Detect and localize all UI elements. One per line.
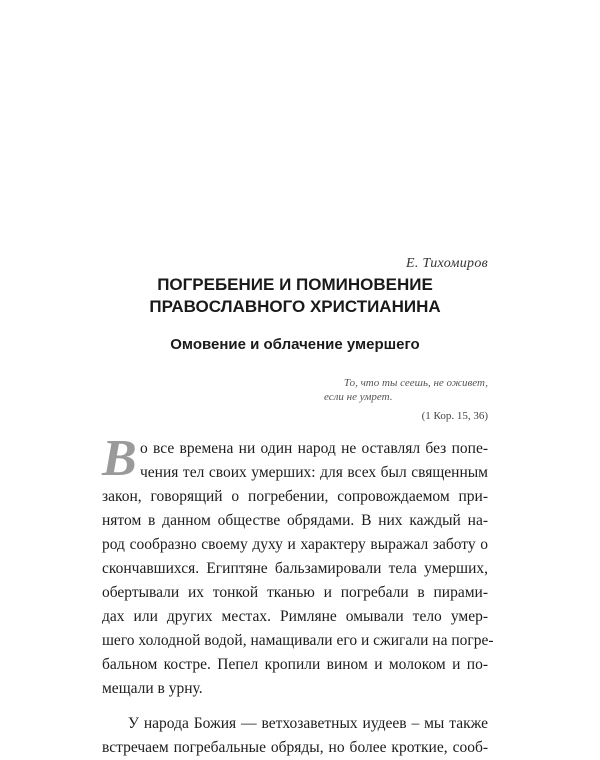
paragraph-gap [102,701,488,712]
epigraph [228,376,488,404]
chapter-title [100,274,490,318]
section-subtitle: Омовение и облачение умершего [170,336,420,353]
paragraph-1-line: закон, говорящий о погребении, сопровождаемом при- [102,488,488,505]
paragraph-1-line: чения тел своих умерших: для всех был священным [140,464,488,481]
paragraph-1-line: мещали в урну. [102,680,203,697]
drop-cap-letter: В [102,430,137,487]
chapter-title-line-2: ПРАВОСЛАВНОГО ХРИСТИАНИНА [149,297,441,316]
paragraph-1-line: бальном костре. Пепел кропили вином и молоком и по- [102,656,488,673]
paragraph-1-line: обертывали их тонкой тканью и погребали в пирами- [102,584,488,601]
body-text [102,430,494,760]
epigraph-line-1: То, что ты сеешь, не оживет, [343,377,488,389]
paragraph-1-line: нятом в данном обществе обрядами. В них каждый на- [102,512,488,529]
paragraph-1-line: о все времена ни один народ не оставлял без попе- [140,440,488,457]
epigraph-citation: (1 Кор. 15, 36) [421,410,488,422]
paragraph-1-line: род сообразно своему духу и характеру выражал заботу о [102,536,488,553]
paragraph-2-line: встречаем погребальные обряды, но более кроткие, сооб- [102,739,488,756]
epigraph-line-2: если не умрет. [324,391,393,403]
paragraph-1-line: дах или других местах. Римляне омывали тело умер- [102,608,488,625]
paragraph-1-line: скончавшихся. Египтяне бальзамировали тела умерших, [102,560,488,577]
paragraph-1-line: шего холодной водой, намащивали его и сжигали на погре- [102,632,494,649]
paragraph-2-line: У народа Божия — ветхозаветных иудеев – мы также [128,715,488,732]
chapter-title-line-1: ПОГРЕБЕНИЕ И ПОМИНОВЕНИЕ [157,275,433,294]
author-name: Е. Тихомиров [406,256,488,271]
